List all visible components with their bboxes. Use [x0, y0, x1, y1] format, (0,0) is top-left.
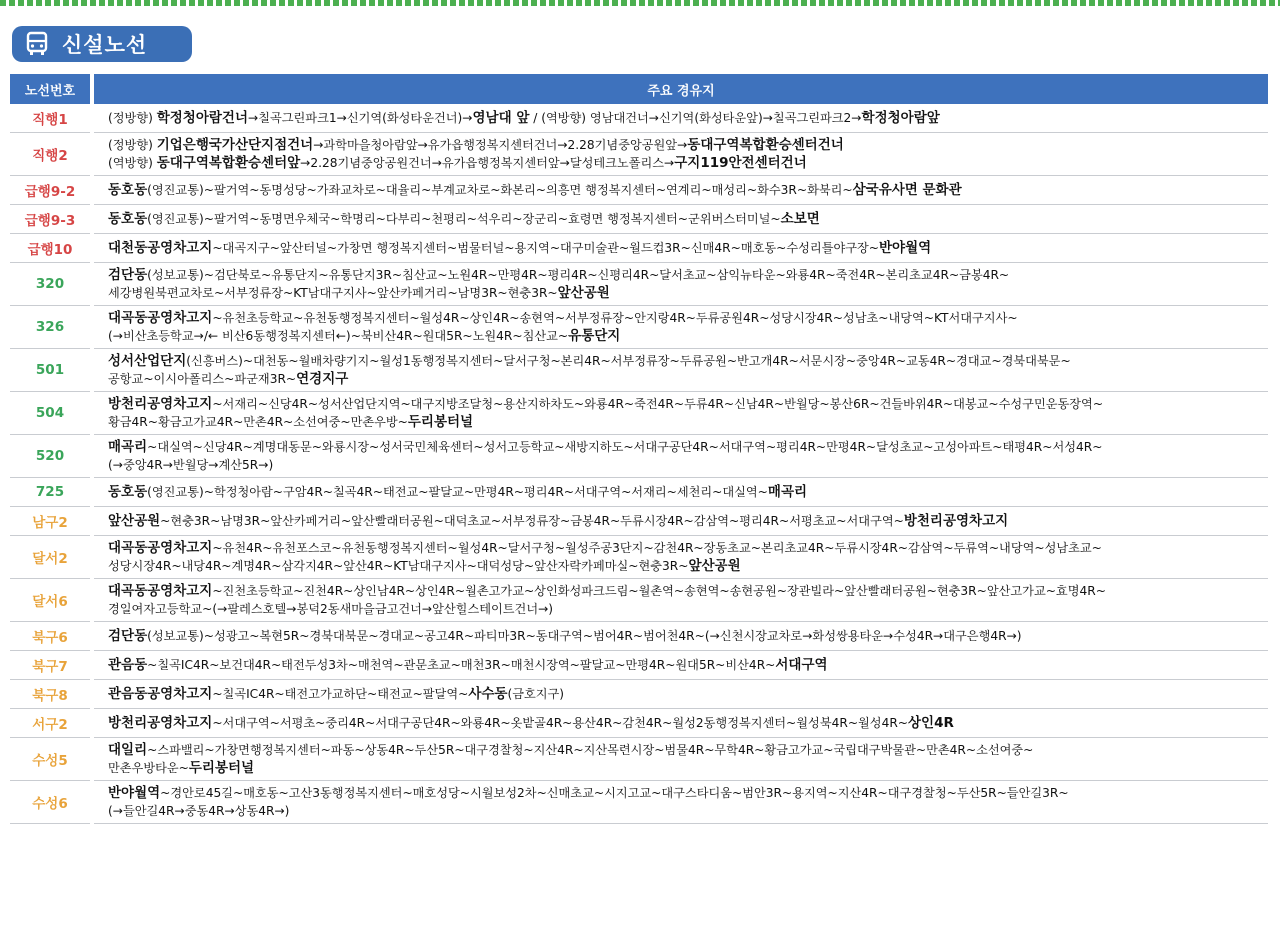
route-stops — [94, 781, 1268, 824]
key-stop: 영남대 앞 — [472, 110, 530, 126]
stop-text: (정방향) — [108, 111, 157, 125]
route-line — [108, 582, 1264, 600]
stop-text: ~현충3R~남명3R~앞산카페거리~앞산빨래터공원~대덕초교~서부정류장~금봉4R~두류시장4R~감삼역~평리4R~서평초교~서대구역~ — [160, 514, 904, 528]
stop-text: (성보교통)~성광고~복현5R~경북대북문~경대교~공고4R~파티마3R~동대구역~범어4R~범어천4R~(→신천시장교차로→화성쌍용타운→수성4R→대구은행4R→) — [147, 629, 1022, 643]
route-stops — [94, 738, 1268, 781]
table-row — [10, 680, 1268, 709]
route-line — [108, 327, 1264, 345]
key-stop: 서대구역 — [775, 657, 828, 673]
route-stops — [94, 205, 1268, 234]
stop-text: →과학마을청아람앞→유가읍행정복지센터건너→2.28기념중앙공원앞→ — [313, 138, 688, 152]
stop-text: 성당시장4R~내당4R~계명4R~삼각지4R~앞산4R~KT남대구지사~대덕성당~앞산자락카페마실~현충3R~ — [108, 559, 689, 573]
key-stop: 대곡동공영차고지 — [108, 310, 213, 326]
route-line — [108, 395, 1264, 413]
key-stop: 두리봉터널 — [407, 414, 474, 430]
route-line — [108, 741, 1264, 759]
section-title-bar — [12, 26, 192, 62]
key-stop: 방천리공영차고지 — [108, 396, 213, 412]
stop-text: ~서재리~신당4R~성서산업단지역~대구지방조달청~용산지하차도~와룡4R~죽전4R~두류4R~신남4R~반월당~봉산6R~건들바위4R~대봉교~수성구민운동장역~ — [212, 397, 1104, 411]
key-stop: 상인4R — [908, 715, 954, 731]
route-number: 725 — [10, 478, 90, 507]
route-stops — [94, 507, 1268, 536]
key-stop: 앞산공원 — [688, 558, 741, 574]
route-stops — [94, 263, 1268, 306]
table-row — [10, 435, 1268, 478]
route-line — [108, 352, 1264, 370]
route-line — [108, 154, 1264, 172]
stop-text: (영진교통)~팔거역~동명성당~가좌교차로~대율리~부계교차로~화본리~의흥면 행정복지센터~연계리~매성리~화수3R~화북리~ — [147, 183, 853, 197]
table-row — [10, 392, 1268, 435]
key-stop: 사수동 — [468, 686, 508, 702]
route-stops — [94, 478, 1268, 507]
route-line — [108, 483, 1264, 501]
key-stop: 학정청아람앞 — [861, 110, 940, 126]
key-stop: 대곡동공영차고지 — [108, 583, 213, 599]
key-stop: 반야월역 — [108, 785, 161, 801]
route-number: 직행2 — [10, 133, 90, 176]
key-stop: 대곡동공영차고지 — [108, 540, 213, 556]
route-stops — [94, 392, 1268, 435]
route-number: 수성6 — [10, 781, 90, 824]
key-stop: 유통단지 — [568, 328, 621, 344]
route-number: 504 — [10, 392, 90, 435]
table-row — [10, 176, 1268, 205]
key-stop: 구지119안전센터건너 — [674, 155, 807, 171]
table-row — [10, 651, 1268, 680]
route-line — [108, 784, 1264, 802]
bus-icon — [24, 31, 50, 57]
key-stop: 성서산업단지 — [108, 353, 187, 369]
route-number: 북구8 — [10, 680, 90, 709]
route-line — [108, 284, 1264, 302]
route-number: 급행10 — [10, 234, 90, 263]
route-stops — [94, 651, 1268, 680]
stop-text: ~유천초등학교~유천동행정복지센터~월성4R~상인4R~송현역~서부정류장~안지랑4R~두류공원4R~성당시장4R~성남초~내당역~KT서대구지사~ — [212, 311, 1018, 325]
route-line — [108, 239, 1264, 257]
stop-text: (영진교통)~학정청아람~구암4R~칠곡4R~태전교~팔달교~만평4R~평리4R~서대구역~서재리~세천리~대실역~ — [147, 485, 768, 499]
stop-text: (신흥버스)~대천동~월배차량기지~월성1동행정복지센터~달서구청~본리4R~서부정류장~두류공원~반고개4R~서문시장~중앙4R~교동4R~경대교~경북대북문~ — [186, 354, 1071, 368]
route-stops — [94, 306, 1268, 349]
route-number: 급행9-3 — [10, 205, 90, 234]
route-line — [108, 656, 1264, 674]
key-stop: 학정청아람건너 — [156, 110, 248, 126]
route-stops — [94, 579, 1268, 622]
table-row — [10, 306, 1268, 349]
key-stop: 방천리공영차고지 — [903, 513, 1009, 529]
route-line — [108, 266, 1264, 284]
key-stop: 연경지구 — [296, 371, 349, 387]
table-row — [10, 781, 1268, 824]
table-row — [10, 205, 1268, 234]
key-stop: 소보면 — [780, 211, 820, 227]
table-header-row — [10, 74, 1268, 104]
key-stop: 반야월역 — [879, 240, 932, 256]
route-line — [108, 210, 1264, 228]
stop-text: 만촌우방타운~ — [108, 761, 189, 775]
table-row — [10, 263, 1268, 306]
route-line — [108, 370, 1264, 388]
route-line — [108, 539, 1264, 557]
route-number: 급행9-2 — [10, 176, 90, 205]
table-row — [10, 536, 1268, 579]
route-line — [108, 802, 1264, 820]
stop-text: →칠곡그린파크1→신기역(화성타운건너)→ — [248, 111, 473, 125]
stop-text: ~서대구역~서평초~중리4R~서대구공단4R~와룡4R~옷밭골4R~용산4R~감천4R~월성2동행정복지센터~월성북4R~월성4R~ — [212, 716, 909, 730]
route-number: 달서6 — [10, 579, 90, 622]
stop-text: 황금4R~황금고가교4R~만촌4R~소선여중~만촌우방~ — [108, 415, 408, 429]
stop-text: 공항교~이시아폴리스~파군재3R~ — [108, 372, 297, 386]
route-number: 520 — [10, 435, 90, 478]
key-stop: 동호동 — [108, 211, 148, 227]
key-stop: 동대구역복합환승센터앞 — [156, 155, 301, 171]
route-stops — [94, 536, 1268, 579]
route-stops — [94, 104, 1268, 133]
key-stop: 앞산공원 — [557, 285, 610, 301]
route-stops — [94, 133, 1268, 176]
table-row — [10, 104, 1268, 133]
key-stop: 두리봉터널 — [188, 760, 255, 776]
stop-text: (정방향) — [108, 138, 157, 152]
route-line — [108, 627, 1264, 645]
stop-text: (역방향) — [108, 156, 157, 170]
table-row — [10, 738, 1268, 781]
route-number: 북구6 — [10, 622, 90, 651]
key-stop: 관음동 — [108, 657, 148, 673]
route-line — [108, 600, 1264, 618]
stop-text: ~진천초등학교~진천4R~상인남4R~상인4R~월촌고가교~상인화성파크드림~월촌역~송현역~송현공원~장관빌라~앞산빨래터공원~현충3R~앞산고가교~효명4R~ — [212, 584, 1106, 598]
route-number: 326 — [10, 306, 90, 349]
stop-text: ~칠곡IC4R~보건대4R~태전두성3차~매천역~관문초교~매천3R~매천시장역~팔달교~만평4R~원대5R~비산4R~ — [147, 658, 776, 672]
stop-text: (금호지구) — [507, 687, 565, 701]
route-line — [108, 438, 1264, 456]
key-stop: 동호동 — [108, 484, 148, 500]
stop-text: / (역방향) 영남대건너→신기역(화성타운앞)→칠곡그린파크2→ — [529, 111, 862, 125]
route-stops — [94, 709, 1268, 738]
key-stop: 동대구역복합환승센터건너 — [687, 137, 844, 153]
table-body — [10, 104, 1268, 824]
stop-text: 세강병원북편교차로~서부정류장~KT남대구지사~앞산카페거리~남명3R~현충3R~ — [108, 286, 558, 300]
route-number: 서구2 — [10, 709, 90, 738]
route-line — [108, 309, 1264, 327]
route-number: 남구2 — [10, 507, 90, 536]
stop-text: (→비산초등학교→/← 비산6동행정복지센터←)~북비산4R~원대5R~노원4R~침산교~ — [108, 329, 569, 343]
route-number: 직행1 — [10, 104, 90, 133]
key-stop: 기업은행국가산단지점건너 — [156, 137, 314, 153]
top-decor-stripe — [0, 0, 1280, 6]
route-stops — [94, 349, 1268, 392]
key-stop: 대일리 — [108, 742, 148, 758]
stop-text: ~대실역~신당4R~계명대동문~와룡시장~성서국민체육센터~성서고등학교~새방지하도~서대구공단4R~서대구역~평리4R~만평4R~달성초교~고성아파트~태평4R~서성4R~ — [147, 440, 1103, 454]
key-stop: 방천리공영차고지 — [108, 715, 213, 731]
stop-text: 경일여자고등학교~(→팔레스호텔→봉덕2동새마을금고건너→앞산힐스테이트건너→) — [108, 602, 554, 616]
route-number: 북구7 — [10, 651, 90, 680]
table-row — [10, 507, 1268, 536]
stop-text: ~경안로45길~매호동~고산3동행정복지센터~매호성당~시월보성2차~신매초교~시지고교~대구스타디움~범안3R~용지역~지산4R~대구경찰청~두산5R~들안길3R~ — [160, 786, 1069, 800]
key-stop: 삼국유사면 문화관 — [852, 182, 962, 198]
stop-text: ~대곡지구~앞산터널~가창면 행정복지센터~범물터널~용지역~대구미술관~월드컵3R~신매4R~매호동~수성리틀야구장~ — [212, 241, 879, 255]
routes-table — [10, 74, 1268, 824]
route-number: 달서2 — [10, 536, 90, 579]
stop-text: ~칠곡IC4R~태전고가교하단~태전교~팔달역~ — [212, 687, 469, 701]
route-stops — [94, 622, 1268, 651]
route-line — [108, 136, 1264, 154]
route-line — [108, 557, 1264, 575]
key-stop: 매곡리 — [108, 439, 148, 455]
key-stop: 관음동공영차고지 — [108, 686, 213, 702]
route-line — [108, 413, 1264, 431]
stop-text: ~스파밸리~가창면행정복지센터~파동~상동4R~두산5R~대구경찰청~지산4R~지산목련시장~범물4R~무학4R~황금고가교~국립대구박물관~만촌4R~소선여중~ — [147, 743, 1034, 757]
table-row — [10, 709, 1268, 738]
route-line — [108, 181, 1264, 199]
stop-text: ~유천4R~유천포스코~유천동행정복지센터~월성4R~달서구청~월성주공3단지~감천4R~장동초교~본리초교4R~두류시장4R~감삼역~두류역~내당역~성남초교~ — [212, 541, 1102, 555]
table-row — [10, 579, 1268, 622]
key-stop: 앞산공원 — [108, 513, 161, 529]
key-stop: 매곡리 — [767, 484, 808, 500]
table-row — [10, 478, 1268, 507]
route-stops — [94, 435, 1268, 478]
stop-text: (→중앙4R→반월당→계산5R→) — [108, 458, 274, 472]
key-stop: 검단동 — [108, 628, 148, 644]
page-title: 신설노선 — [62, 33, 148, 57]
route-line — [108, 714, 1264, 732]
stop-text: →2.28기념중앙공원건너→유가읍행정복지센터앞→달성테크노폴리스→ — [300, 156, 675, 170]
table-row — [10, 349, 1268, 392]
header-route-no: 노선번호 — [10, 74, 90, 104]
route-line — [108, 109, 1264, 127]
key-stop: 검단동 — [108, 267, 148, 283]
key-stop: 대천동공영차고지 — [108, 240, 213, 256]
route-number: 320 — [10, 263, 90, 306]
route-line — [108, 759, 1264, 777]
route-line — [108, 512, 1264, 530]
route-line — [108, 685, 1264, 703]
route-stops — [94, 176, 1268, 205]
route-number: 수성5 — [10, 738, 90, 781]
route-stops — [94, 234, 1268, 263]
table-row — [10, 622, 1268, 651]
stop-text: (성보교통)~검단북로~유통단지~유통단지3R~침산교~노원4R~만평4R~평리4R~신평리4R~달서초교~삼익뉴타운~와룡4R~죽전4R~본리초교4R~금봉4R~ — [147, 268, 1010, 282]
route-stops — [94, 680, 1268, 709]
table-row — [10, 234, 1268, 263]
table-row — [10, 133, 1268, 176]
stop-text: (영진교통)~팔거역~동명면우체국~학명리~다부리~천평리~석우리~장군리~효령면 행정복지센터~군위버스터미널~ — [147, 212, 781, 226]
header-stops: 주요 경유지 — [94, 74, 1268, 104]
route-number: 501 — [10, 349, 90, 392]
route-line — [108, 456, 1264, 474]
key-stop: 동호동 — [108, 182, 148, 198]
stop-text: (→들안길4R→중동4R→상동4R→) — [108, 804, 290, 818]
